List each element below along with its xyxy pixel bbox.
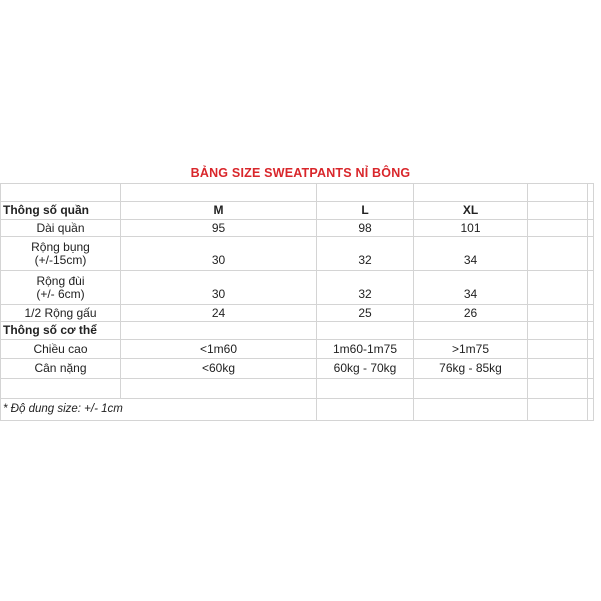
table-row — [1, 237, 594, 271]
body-header-label: Thông số cơ thể — [1, 322, 121, 340]
empty-cell — [528, 359, 588, 379]
value-cell: 24 — [121, 305, 317, 322]
size-l-header: L — [317, 202, 414, 220]
value-cell: 95 — [121, 220, 317, 237]
empty-cell — [317, 184, 414, 202]
empty-cell — [528, 271, 588, 305]
empty-cell — [414, 184, 528, 202]
size-table — [0, 183, 594, 421]
row-label: Dài quần — [1, 220, 121, 237]
empty-cell — [317, 322, 414, 340]
value-cell: 76kg - 85kg — [414, 359, 528, 379]
value-cell: 26 — [414, 305, 528, 322]
empty-cell — [414, 399, 528, 421]
value-cell: 34 — [414, 237, 528, 271]
value-cell: <1m60 — [121, 340, 317, 359]
value-cell: 30 — [121, 237, 317, 271]
value-cell: 25 — [317, 305, 414, 322]
value-cell: 30 — [121, 271, 317, 305]
size-xl-header: XL — [414, 202, 528, 220]
table-row — [1, 305, 594, 322]
empty-cell — [588, 184, 594, 202]
empty-cell — [528, 340, 588, 359]
row-label: Chiều cao — [1, 340, 121, 359]
pants-header-row — [1, 202, 594, 220]
value-cell: >1m75 — [414, 340, 528, 359]
table-row — [1, 359, 594, 379]
empty-cell — [1, 184, 121, 202]
empty-cell — [528, 220, 588, 237]
empty-cell — [528, 237, 588, 271]
note-row — [1, 399, 594, 421]
value-cell: 98 — [317, 220, 414, 237]
empty-cell — [588, 340, 594, 359]
value-cell: 101 — [414, 220, 528, 237]
empty-cell — [588, 202, 594, 220]
row-label — [1, 271, 121, 305]
body-header-row — [1, 322, 594, 340]
size-chart-title: BẢNG SIZE SWEATPANTS NỈ BÔNG — [190, 166, 411, 180]
empty-cell — [588, 237, 594, 271]
empty-cell — [588, 220, 594, 237]
empty-cell — [588, 322, 594, 340]
row-label: 1/2 Rộng gấu — [1, 305, 121, 322]
value-cell: 32 — [317, 237, 414, 271]
size-m-header: M — [121, 202, 317, 220]
size-tolerance-note: * Độ dung size: +/- 1cm — [1, 399, 317, 421]
value-cell: 1m60-1m75 — [317, 340, 414, 359]
table-row — [1, 184, 594, 202]
empty-cell — [528, 184, 588, 202]
empty-cell — [1, 379, 121, 399]
row-label-line: Rộng bụng — [31, 239, 90, 254]
empty-cell — [528, 399, 588, 421]
empty-cell — [528, 202, 588, 220]
empty-cell — [414, 322, 528, 340]
empty-cell — [317, 399, 414, 421]
table-row — [1, 271, 594, 305]
table-row — [1, 379, 594, 399]
empty-cell — [528, 305, 588, 322]
value-cell: 34 — [414, 271, 528, 305]
empty-cell — [588, 359, 594, 379]
pants-header-label: Thông số quần — [1, 202, 121, 220]
row-label-line: Rộng đùi — [36, 273, 85, 288]
empty-cell — [528, 379, 588, 399]
value-cell: 32 — [317, 271, 414, 305]
empty-cell — [588, 399, 594, 421]
empty-cell — [588, 305, 594, 322]
row-label: Cân nặng — [1, 359, 121, 379]
row-label-line: (+/- 6cm) — [36, 286, 85, 301]
empty-cell — [588, 379, 594, 399]
value-cell: 60kg - 70kg — [317, 359, 414, 379]
empty-cell — [414, 379, 528, 399]
value-cell: <60kg — [121, 359, 317, 379]
row-label — [1, 237, 121, 271]
empty-cell — [588, 271, 594, 305]
empty-cell — [121, 379, 317, 399]
table-row — [1, 340, 594, 359]
empty-cell — [121, 184, 317, 202]
empty-cell — [528, 322, 588, 340]
empty-cell — [317, 379, 414, 399]
table-row — [1, 220, 594, 237]
row-label-line: (+/-15cm) — [34, 252, 87, 267]
empty-cell — [121, 322, 317, 340]
